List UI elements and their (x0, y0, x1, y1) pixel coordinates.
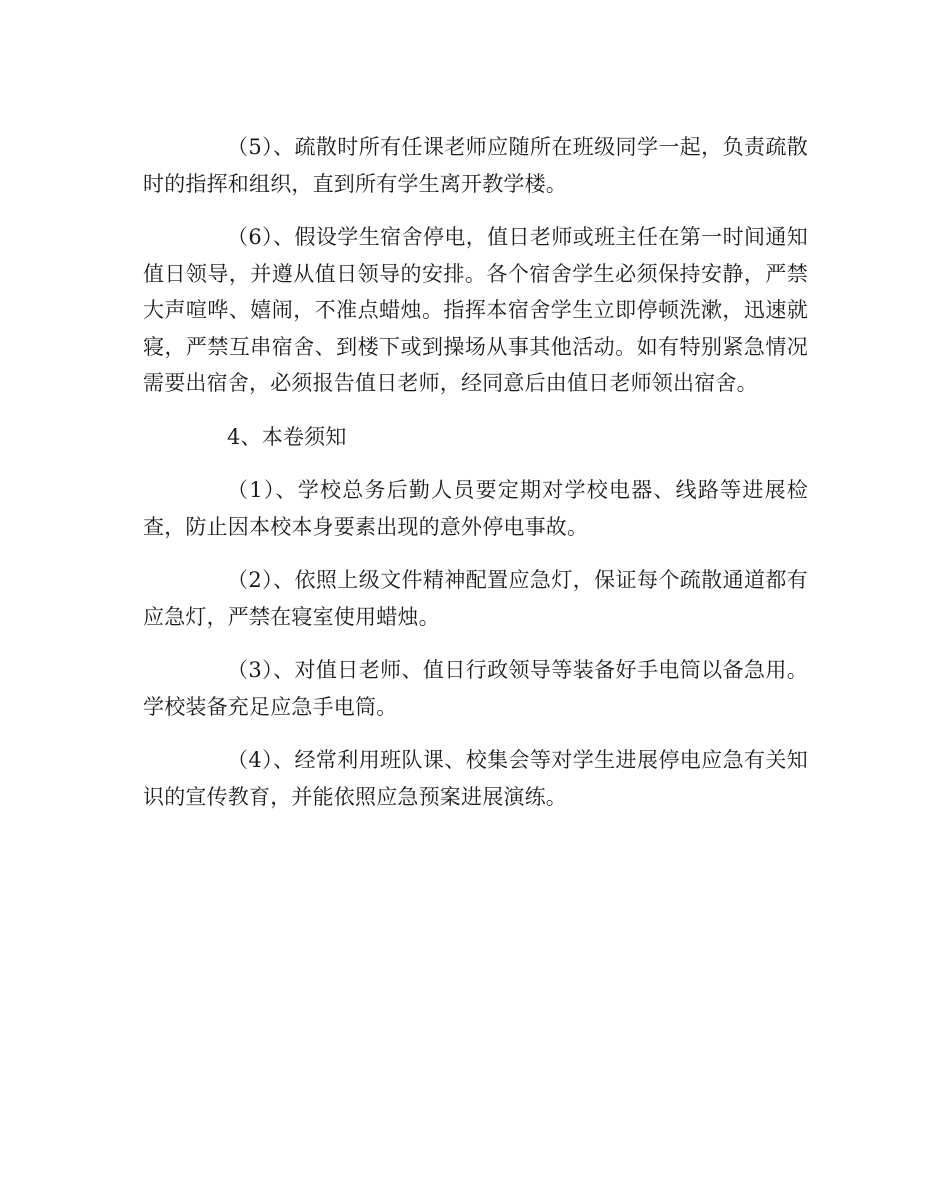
section-heading: 4、本卷须知 (227, 424, 347, 449)
note-item-3: （3）、对值日老师、值日行政领导等装备好手电筒以备急用。学校装备充足应急手电筒。 (143, 658, 808, 719)
paragraph-item-5: （5）、疏散时所有任课老师应随所在班级同学一起，负责疏散时的指挥和组织，直到所有学生离开教学楼。 (143, 135, 808, 196)
note-item-2: （2）、依照上级文件精神配置应急灯，保证每个疏散通道都有应急灯，严禁在寝室使用蜡烛。 (143, 568, 808, 629)
paragraph-item-6: （6）、假设学生宿舍停电，值日老师或班主任在第一时间通知值日领导，并遵从值日领导的安排。各个宿舍学生必须保持安静，严禁大声喧哗、嬉闹，不准点蜡烛。指挥本宿舍学生立即停顿洗漱，迅速就寝，严禁互串宿舍、到楼下或到操场从事其他活动。如有特别紧急情况需要出宿舍，必须报告值日老师，经同意后由值日老师领出宿舍。 (143, 225, 808, 395)
document-body (143, 129, 808, 832)
note-item-4: （4）、经常利用班队课、校集会等对学生进展停电应急有关知识的宣传教育，并能依照应急预案进展演练。 (143, 748, 808, 809)
note-item-1: （1）、学校总务后勤人员要定期对学校电器、线路等进展检查，防止因本校本身要素出现的意外停电事故。 (143, 478, 808, 539)
